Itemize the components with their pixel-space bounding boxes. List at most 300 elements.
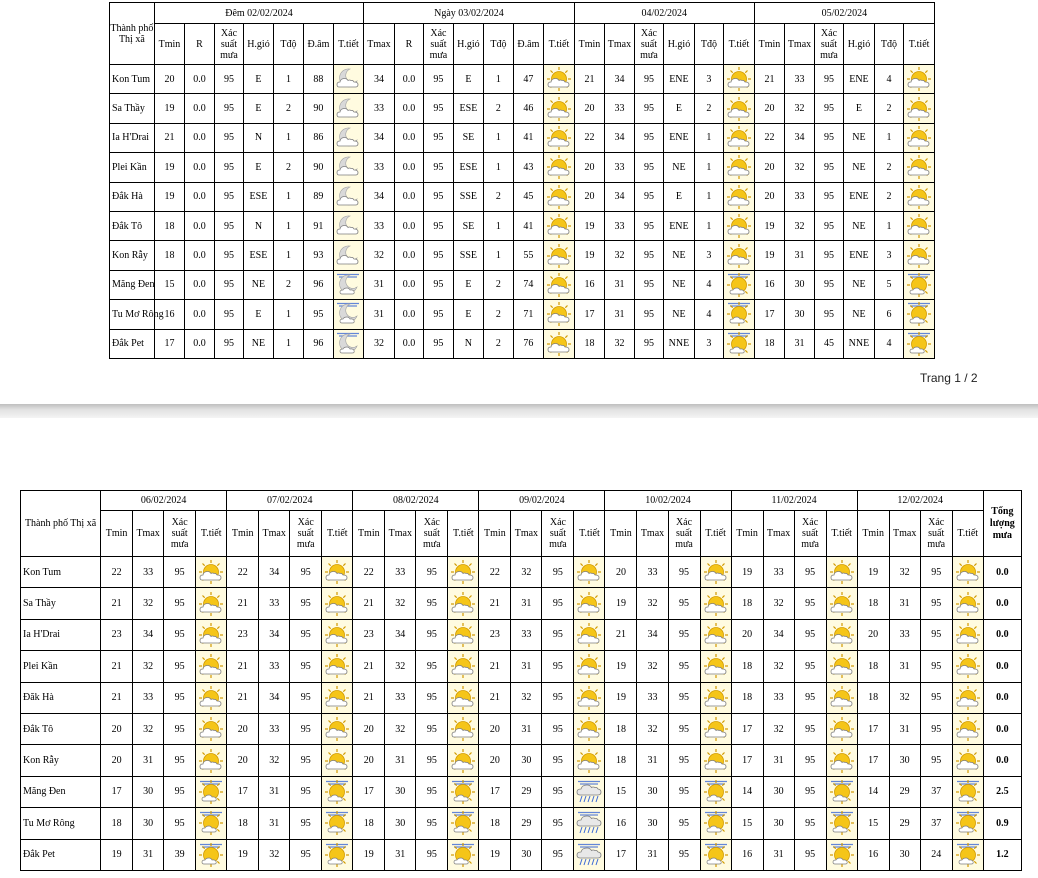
- weather-cell: [952, 557, 983, 588]
- value-cell: NE: [244, 270, 273, 299]
- value-cell: 95: [814, 300, 843, 329]
- value-cell: 0.0: [185, 153, 214, 182]
- weather-cell: [700, 839, 731, 870]
- value-cell: 33: [259, 588, 290, 619]
- day-header: 04/02/2024: [574, 3, 754, 24]
- value-cell: 19: [754, 241, 785, 270]
- value-cell: 17: [754, 300, 785, 329]
- value-cell: NNE: [844, 329, 875, 358]
- value-cell: 5: [874, 270, 903, 299]
- value-cell: 32: [763, 651, 794, 682]
- value-cell: 95: [290, 839, 322, 870]
- value-cell: 23: [101, 619, 133, 650]
- value-cell: 23: [353, 619, 385, 650]
- value-cell: 17: [154, 329, 185, 358]
- sun-cloud-icon: [576, 716, 602, 742]
- weather-cell: [333, 182, 364, 211]
- value-cell: 95: [634, 211, 663, 240]
- value-cell: 95: [542, 745, 574, 776]
- sun-cloud-icon: [546, 125, 572, 151]
- value-cell: 95: [542, 776, 574, 807]
- table-row: [110, 65, 935, 94]
- value-cell: 21: [479, 588, 511, 619]
- value-cell: 90: [304, 94, 333, 123]
- column-header: Tmin: [227, 511, 259, 557]
- value-cell: 4: [694, 300, 723, 329]
- value-cell: 22: [353, 557, 385, 588]
- column-header: R: [185, 24, 214, 65]
- weather-cell: [904, 270, 935, 299]
- weather-cell: [544, 329, 575, 358]
- value-cell: 22: [101, 557, 133, 588]
- value-cell: 4: [694, 270, 723, 299]
- column-header: Xác suất mưa: [214, 24, 243, 65]
- value-cell: 31: [889, 651, 920, 682]
- value-cell: 16: [154, 300, 185, 329]
- night-cloud-icon: [335, 125, 361, 151]
- sun-cloud-icon: [324, 716, 350, 742]
- value-cell: 95: [542, 682, 574, 713]
- value-cell: 17: [731, 745, 763, 776]
- weather-cell: [544, 65, 575, 94]
- value-cell: 95: [668, 619, 700, 650]
- column-header: T.tiết: [826, 511, 857, 557]
- value-cell: 32: [889, 682, 920, 713]
- city-name: Đắk Tô: [110, 211, 155, 240]
- value-cell: 86: [304, 123, 333, 152]
- value-cell: 1: [484, 241, 513, 270]
- weather-cell: [448, 776, 479, 807]
- sun-cloud-icon: [703, 591, 729, 617]
- value-cell: NE: [844, 153, 875, 182]
- weather-cell: [322, 557, 353, 588]
- weather-cell: [904, 123, 935, 152]
- value-cell: 95: [794, 651, 826, 682]
- column-header: T.tiết: [700, 511, 731, 557]
- value-cell: 95: [214, 182, 243, 211]
- value-cell: 30: [637, 776, 668, 807]
- column-header: H.gió: [844, 24, 875, 65]
- value-cell: 21: [227, 682, 259, 713]
- sun-cloud-icon: [324, 591, 350, 617]
- sun-cloud-icon: [726, 66, 752, 92]
- value-cell: 33: [763, 682, 794, 713]
- value-cell: E: [453, 270, 484, 299]
- value-cell: 0.0: [394, 65, 423, 94]
- weather-cell: [724, 94, 755, 123]
- value-cell: 18: [154, 241, 185, 270]
- night-cloud-icon: [335, 154, 361, 180]
- value-cell: 76: [513, 329, 544, 358]
- value-cell: E: [244, 300, 273, 329]
- value-cell: 20: [754, 94, 785, 123]
- weather-cell: [333, 329, 364, 358]
- table-row: [110, 211, 935, 240]
- forecast-table-page-1: [109, 2, 935, 359]
- value-cell: 33: [133, 557, 164, 588]
- sun-fog-icon: [829, 842, 855, 868]
- weather-cell: [952, 682, 983, 713]
- weather-cell: [322, 808, 353, 839]
- value-cell: 0.0: [394, 182, 423, 211]
- city-name: Sa Thầy: [21, 588, 101, 619]
- value-cell: 34: [364, 182, 395, 211]
- sun-cloud-icon: [324, 685, 350, 711]
- value-cell: 2: [273, 94, 304, 123]
- column-header: Tđộ: [484, 24, 513, 65]
- column-header: H.gió: [664, 24, 695, 65]
- value-cell: 95: [542, 713, 574, 744]
- day-header: 08/02/2024: [353, 491, 479, 511]
- column-header: T.tiết: [448, 511, 479, 557]
- sun-cloud-icon: [955, 748, 981, 774]
- value-cell: 95: [424, 300, 453, 329]
- value-cell: 34: [605, 123, 634, 152]
- value-cell: 30: [785, 270, 814, 299]
- weather-cell: [448, 839, 479, 870]
- value-cell: 30: [133, 776, 164, 807]
- value-cell: 0.0: [394, 94, 423, 123]
- value-cell: 95: [164, 557, 196, 588]
- value-cell: 95: [634, 329, 663, 358]
- weather-cell: [196, 588, 227, 619]
- column-header: Tmax: [511, 511, 542, 557]
- sun-cloud-icon: [906, 243, 932, 269]
- column-header: Tmax: [364, 24, 395, 65]
- value-cell: 32: [785, 153, 814, 182]
- value-cell: 18: [353, 808, 385, 839]
- column-header: Xác suất mưa: [164, 511, 196, 557]
- value-cell: 2: [694, 94, 723, 123]
- sun-cloud-icon: [546, 66, 572, 92]
- value-cell: 30: [385, 776, 416, 807]
- weather-cell: [724, 329, 755, 358]
- value-cell: 33: [889, 619, 920, 650]
- value-cell: 39: [164, 839, 196, 870]
- night-fog-icon: [335, 331, 361, 357]
- value-cell: NE: [844, 123, 875, 152]
- value-cell: 32: [889, 557, 920, 588]
- sun-cloud-icon: [546, 301, 572, 327]
- sun-cloud-icon: [955, 716, 981, 742]
- value-cell: 0.0: [185, 211, 214, 240]
- sun-cloud-icon: [546, 331, 572, 357]
- value-cell: 3: [694, 241, 723, 270]
- value-cell: 33: [385, 682, 416, 713]
- sun-cloud-icon: [198, 559, 224, 585]
- weather-cell: [904, 153, 935, 182]
- weather-cell: [904, 211, 935, 240]
- value-cell: 95: [214, 123, 243, 152]
- total-rain-cell: 0.0: [983, 651, 1021, 682]
- value-cell: 1: [273, 329, 304, 358]
- sun-cloud-icon: [906, 66, 932, 92]
- value-cell: 32: [385, 713, 416, 744]
- value-cell: 33: [637, 682, 668, 713]
- value-cell: 95: [164, 619, 196, 650]
- value-cell: 33: [763, 557, 794, 588]
- city-name: Sa Thầy: [110, 94, 155, 123]
- sun-fog-icon: [955, 779, 981, 805]
- value-cell: 95: [290, 619, 322, 650]
- value-cell: 3: [694, 65, 723, 94]
- value-cell: 3: [694, 329, 723, 358]
- value-cell: 0.0: [185, 241, 214, 270]
- value-cell: 95: [424, 123, 453, 152]
- value-cell: 21: [353, 651, 385, 682]
- weather-cell: [448, 808, 479, 839]
- weather-cell: [448, 745, 479, 776]
- sun-fog-icon: [703, 842, 729, 868]
- value-cell: 17: [353, 776, 385, 807]
- value-cell: 95: [920, 619, 952, 650]
- value-cell: 20: [227, 713, 259, 744]
- value-cell: 95: [668, 682, 700, 713]
- value-cell: 1: [273, 65, 304, 94]
- value-cell: 95: [634, 123, 663, 152]
- value-cell: 19: [154, 94, 185, 123]
- total-rain-cell: 2.5: [983, 776, 1021, 807]
- column-header: Xác suất mưa: [668, 511, 700, 557]
- weather-cell: [196, 839, 227, 870]
- sun-fog-icon: [906, 301, 932, 327]
- value-cell: 0.0: [394, 270, 423, 299]
- value-cell: 95: [920, 713, 952, 744]
- page-separator: [0, 404, 1038, 418]
- value-cell: 32: [133, 651, 164, 682]
- value-cell: E: [844, 94, 875, 123]
- value-cell: 93: [304, 241, 333, 270]
- city-name: Đắk Pet: [110, 329, 155, 358]
- weather-cell: [574, 808, 605, 839]
- value-cell: 95: [668, 651, 700, 682]
- value-cell: 95: [814, 270, 843, 299]
- weather-cell: [333, 123, 364, 152]
- sun-cloud-icon: [198, 748, 224, 774]
- value-cell: 37: [920, 808, 952, 839]
- column-header: Tmax: [889, 511, 920, 557]
- value-cell: 95: [634, 65, 663, 94]
- value-cell: NE: [664, 300, 695, 329]
- value-cell: 17: [479, 776, 511, 807]
- sun-cloud-icon: [450, 559, 476, 585]
- value-cell: 33: [259, 713, 290, 744]
- table-row: [110, 123, 935, 152]
- table-row: [21, 619, 1022, 650]
- column-header: T.tiết: [952, 511, 983, 557]
- value-cell: 22: [574, 123, 605, 152]
- weather-cell: [544, 182, 575, 211]
- value-cell: 32: [133, 588, 164, 619]
- rain-cloud-icon: [576, 779, 602, 805]
- day-header: Ngày 03/02/2024: [364, 3, 575, 24]
- value-cell: 31: [763, 745, 794, 776]
- value-cell: 19: [731, 557, 763, 588]
- value-cell: 33: [637, 557, 668, 588]
- value-cell: 34: [259, 682, 290, 713]
- sun-fog-icon: [324, 779, 350, 805]
- value-cell: 32: [511, 557, 542, 588]
- weather-cell: [904, 65, 935, 94]
- column-header: T.tiết: [322, 511, 353, 557]
- night-cloud-icon: [335, 66, 361, 92]
- weather-cell: [904, 182, 935, 211]
- total-rain-cell: 0.0: [983, 682, 1021, 713]
- value-cell: NNE: [664, 329, 695, 358]
- value-cell: 95: [214, 329, 243, 358]
- value-cell: 1: [874, 123, 903, 152]
- weather-cell: [700, 651, 731, 682]
- value-cell: 2: [484, 270, 513, 299]
- value-cell: 95: [668, 557, 700, 588]
- value-cell: 2: [484, 329, 513, 358]
- value-cell: 17: [857, 713, 889, 744]
- sun-cloud-icon: [198, 653, 224, 679]
- table-row: [21, 588, 1022, 619]
- value-cell: 0.0: [185, 270, 214, 299]
- weather-cell: [196, 651, 227, 682]
- value-cell: 95: [634, 300, 663, 329]
- table-row: [21, 651, 1022, 682]
- value-cell: NE: [664, 270, 695, 299]
- city-name: Đắk Tô: [21, 713, 101, 744]
- value-cell: 95: [634, 182, 663, 211]
- value-cell: 18: [731, 588, 763, 619]
- value-cell: 0.0: [185, 329, 214, 358]
- value-cell: 46: [513, 94, 544, 123]
- value-cell: 2: [273, 153, 304, 182]
- value-cell: 95: [214, 241, 243, 270]
- value-cell: 17: [731, 713, 763, 744]
- weather-cell: [700, 713, 731, 744]
- night-fog-icon: [335, 272, 361, 298]
- sun-cloud-icon: [726, 154, 752, 180]
- weather-cell: [700, 588, 731, 619]
- value-cell: 88: [304, 65, 333, 94]
- weather-cell: [333, 211, 364, 240]
- column-header: Tmax: [763, 511, 794, 557]
- value-cell: 31: [605, 270, 634, 299]
- value-cell: 18: [479, 808, 511, 839]
- value-cell: 1: [273, 211, 304, 240]
- sun-fog-icon: [198, 779, 224, 805]
- value-cell: 31: [637, 839, 668, 870]
- value-cell: 95: [424, 270, 453, 299]
- table-row: [21, 839, 1022, 870]
- value-cell: 95: [290, 682, 322, 713]
- value-cell: 33: [605, 153, 634, 182]
- table-row: [110, 153, 935, 182]
- value-cell: 19: [227, 839, 259, 870]
- column-header: Tđộ: [874, 24, 903, 65]
- value-cell: 21: [479, 651, 511, 682]
- value-cell: 31: [511, 713, 542, 744]
- value-cell: 21: [574, 65, 605, 94]
- weather-cell: [544, 211, 575, 240]
- day-header: 05/02/2024: [754, 3, 934, 24]
- weather-cell: [544, 300, 575, 329]
- weather-cell: [333, 300, 364, 329]
- sun-cloud-icon: [829, 748, 855, 774]
- value-cell: 95: [668, 745, 700, 776]
- value-cell: 45: [814, 329, 843, 358]
- weather-cell: [322, 619, 353, 650]
- value-cell: 95: [668, 776, 700, 807]
- column-header: T.tiết: [544, 24, 575, 65]
- weather-cell: [574, 776, 605, 807]
- sun-cloud-icon: [726, 243, 752, 269]
- sun-cloud-icon: [726, 96, 752, 122]
- value-cell: 19: [574, 211, 605, 240]
- value-cell: 95: [794, 808, 826, 839]
- value-cell: 30: [385, 808, 416, 839]
- sun-cloud-icon: [726, 184, 752, 210]
- value-cell: 95: [634, 94, 663, 123]
- weather-cell: [322, 776, 353, 807]
- weather-cell: [952, 651, 983, 682]
- value-cell: 16: [574, 270, 605, 299]
- value-cell: 95: [814, 94, 843, 123]
- weather-cell: [952, 839, 983, 870]
- value-cell: 45: [513, 182, 544, 211]
- value-cell: 31: [364, 300, 395, 329]
- sun-cloud-icon: [576, 622, 602, 648]
- column-header: Tmin: [857, 511, 889, 557]
- value-cell: 19: [479, 839, 511, 870]
- value-cell: 21: [754, 65, 785, 94]
- value-cell: 0.0: [394, 241, 423, 270]
- value-cell: 32: [637, 588, 668, 619]
- column-header: T.tiết: [904, 24, 935, 65]
- weather-cell: [724, 211, 755, 240]
- night-cloud-icon: [335, 213, 361, 239]
- value-cell: 0.0: [185, 65, 214, 94]
- value-cell: 31: [889, 713, 920, 744]
- value-cell: 95: [290, 588, 322, 619]
- weather-cell: [700, 808, 731, 839]
- value-cell: 2: [874, 94, 903, 123]
- value-cell: 95: [214, 94, 243, 123]
- value-cell: 95: [668, 808, 700, 839]
- value-cell: 21: [479, 682, 511, 713]
- value-cell: 18: [731, 682, 763, 713]
- sun-cloud-icon: [955, 622, 981, 648]
- value-cell: 32: [364, 241, 395, 270]
- sun-fog-icon: [726, 272, 752, 298]
- value-cell: 1: [694, 182, 723, 211]
- sun-fog-icon: [829, 779, 855, 805]
- column-header: H.gió: [244, 24, 273, 65]
- sun-cloud-icon: [703, 559, 729, 585]
- value-cell: 19: [857, 557, 889, 588]
- value-cell: 20: [479, 745, 511, 776]
- value-cell: 31: [889, 588, 920, 619]
- weather-cell: [826, 588, 857, 619]
- value-cell: E: [453, 65, 484, 94]
- sun-cloud-icon: [703, 748, 729, 774]
- value-cell: 32: [785, 94, 814, 123]
- value-cell: 33: [605, 94, 634, 123]
- value-cell: 95: [794, 745, 826, 776]
- value-cell: 21: [353, 588, 385, 619]
- value-cell: 95: [814, 65, 843, 94]
- value-cell: N: [244, 123, 273, 152]
- weather-cell: [333, 153, 364, 182]
- value-cell: 95: [290, 557, 322, 588]
- value-cell: 4: [874, 65, 903, 94]
- value-cell: 18: [101, 808, 133, 839]
- value-cell: 95: [794, 713, 826, 744]
